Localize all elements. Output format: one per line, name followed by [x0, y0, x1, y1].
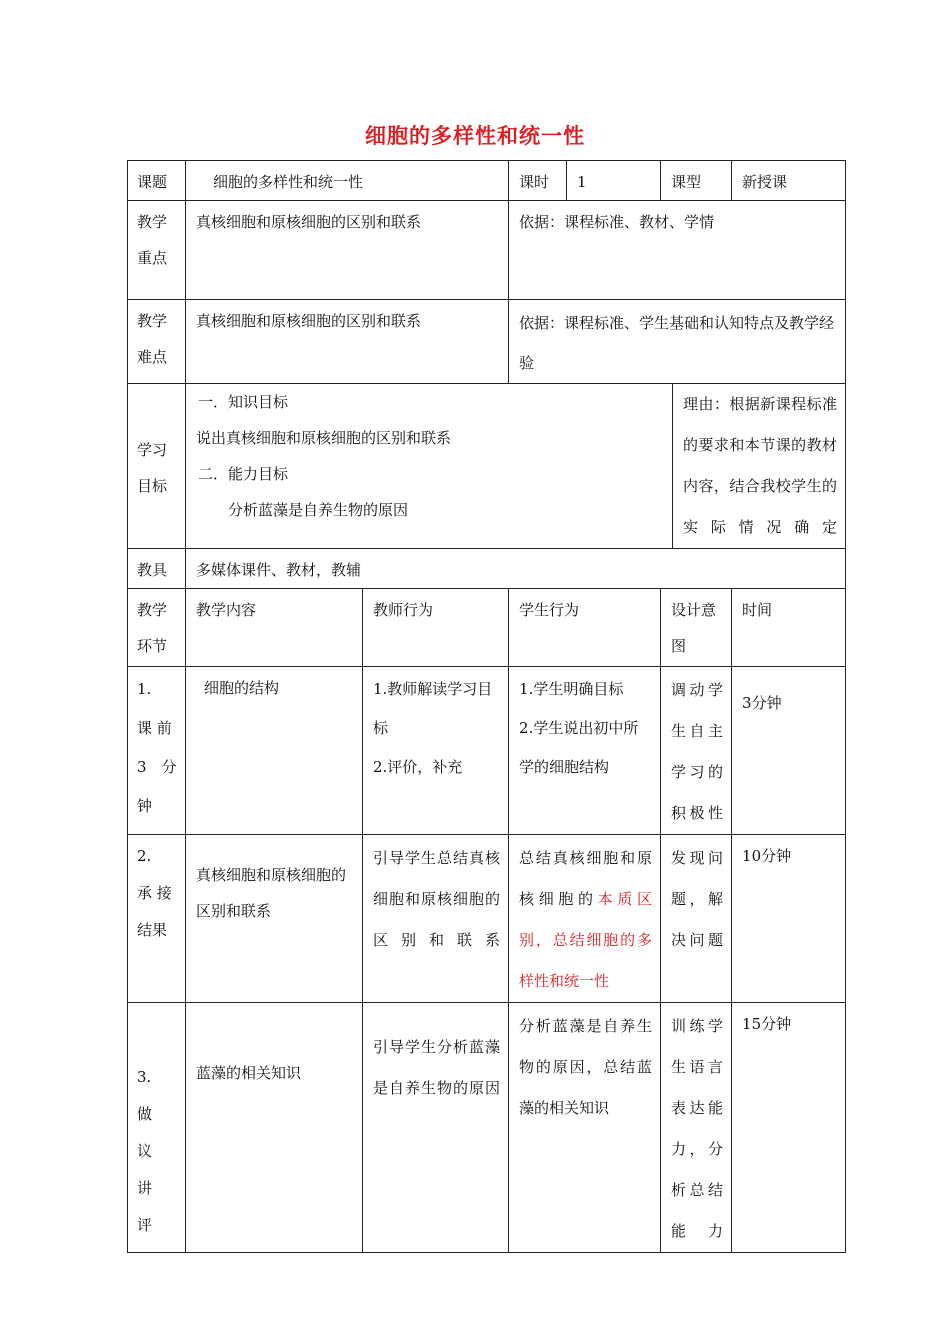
col-content: 教学内容 — [186, 589, 363, 667]
zhongdian-row — [128, 201, 846, 300]
table-row — [128, 835, 846, 1003]
row-student: 分析蓝藻是自养生物的原因，总结蓝藻的相关知识 — [509, 1003, 661, 1253]
mubiao-reason: 理由：根据新课程标准的要求和本节课的教材内容，结合我校学生的实际情况确定 — [673, 384, 846, 549]
keshi-value: 1 — [567, 161, 661, 201]
mubiao-line: 一．知识目标 — [198, 393, 289, 411]
mubiao-line: 二．能力目标 — [198, 465, 289, 483]
row-intent: 发现问题，解决问题 — [661, 835, 732, 1003]
row-intent: 调动学生自主学习的积极性 — [661, 667, 732, 835]
nandian-row — [128, 300, 846, 384]
mubiao-line: 说出真核细胞和原核细胞的区别和联系 — [196, 429, 452, 447]
row-time: 10分钟 — [732, 835, 846, 1003]
col-time: 时间 — [732, 589, 846, 667]
zhongdian-content: 真核细胞和原核细胞的区别和联系 — [186, 201, 509, 300]
row-stage: 3. 做 议 讲 评 — [128, 1003, 186, 1253]
col-student: 学生行为 — [509, 589, 661, 667]
nandian-content: 真核细胞和原核细胞的区别和联系 — [186, 300, 509, 384]
zhongdian-basis: 依据：课程标准、教材、学情 — [509, 201, 846, 300]
row-student: 1.学生明确目标 2.学生说出初中所学的细胞结构 — [509, 667, 661, 835]
row-stage: 2. 承 接 结果 — [128, 835, 186, 1003]
mubiao-line: 分析蓝藻是自养生物的原因 — [228, 501, 409, 519]
row-content: 细胞的结构 — [186, 667, 363, 835]
row-time: 3分钟 — [732, 667, 846, 835]
keti-label: 课题 — [128, 161, 186, 201]
row-teacher: 1.教师解读学习目标 2.评价，补充 — [363, 667, 509, 835]
col-intent: 设计意图 — [661, 589, 732, 667]
mubiao-label: 学习 目标 — [128, 384, 186, 549]
row-intent: 训练学生语言表达能力，分析总结能力 — [661, 1003, 732, 1253]
jiaoju-label: 教具 — [128, 549, 186, 589]
row-teacher: 引导学生总结真核细胞和原核细胞的区别和联系 — [363, 835, 509, 1003]
table-row — [128, 667, 846, 835]
lesson-plan-table — [127, 160, 846, 1253]
mubiao-row — [128, 384, 846, 549]
keti-value: 细胞的多样性和统一性 — [186, 161, 509, 201]
row-student: 总结真核细胞和原核细胞的本质区别，总结细胞的多样性和统一性 — [509, 835, 661, 1003]
row-time: 15分钟 — [732, 1003, 846, 1253]
kexing-value: 新授课 — [732, 161, 846, 201]
nandian-label: 教学 难点 — [128, 300, 186, 384]
column-header-row — [128, 589, 846, 667]
header-row — [128, 161, 846, 201]
jiaoju-row — [128, 549, 846, 589]
jiaoju-value: 多媒体课件、教材，教辅 — [186, 549, 846, 589]
row-stage: 1. 课 前 3 分 钟 — [128, 667, 186, 835]
zhongdian-label: 教学 重点 — [128, 201, 186, 300]
col-teacher: 教师行为 — [363, 589, 509, 667]
row-content: 蓝藻的相关知识 — [186, 1003, 363, 1253]
table-row — [128, 1003, 846, 1253]
row-content: 真核细胞和原核细胞的区别和联系 — [186, 835, 363, 1003]
page-title: 细胞的多样性和统一性 — [365, 123, 585, 148]
col-stage: 教学 环节 — [128, 589, 186, 667]
mubiao-content — [186, 384, 673, 549]
keshi-label: 课时 — [509, 161, 567, 201]
row-teacher: 引导学生分析蓝藻是自养生物的原因 — [363, 1003, 509, 1253]
kexing-label: 课型 — [661, 161, 732, 201]
nandian-basis: 依据：课程标准、学生基础和认知特点及教学经验 — [509, 300, 846, 384]
